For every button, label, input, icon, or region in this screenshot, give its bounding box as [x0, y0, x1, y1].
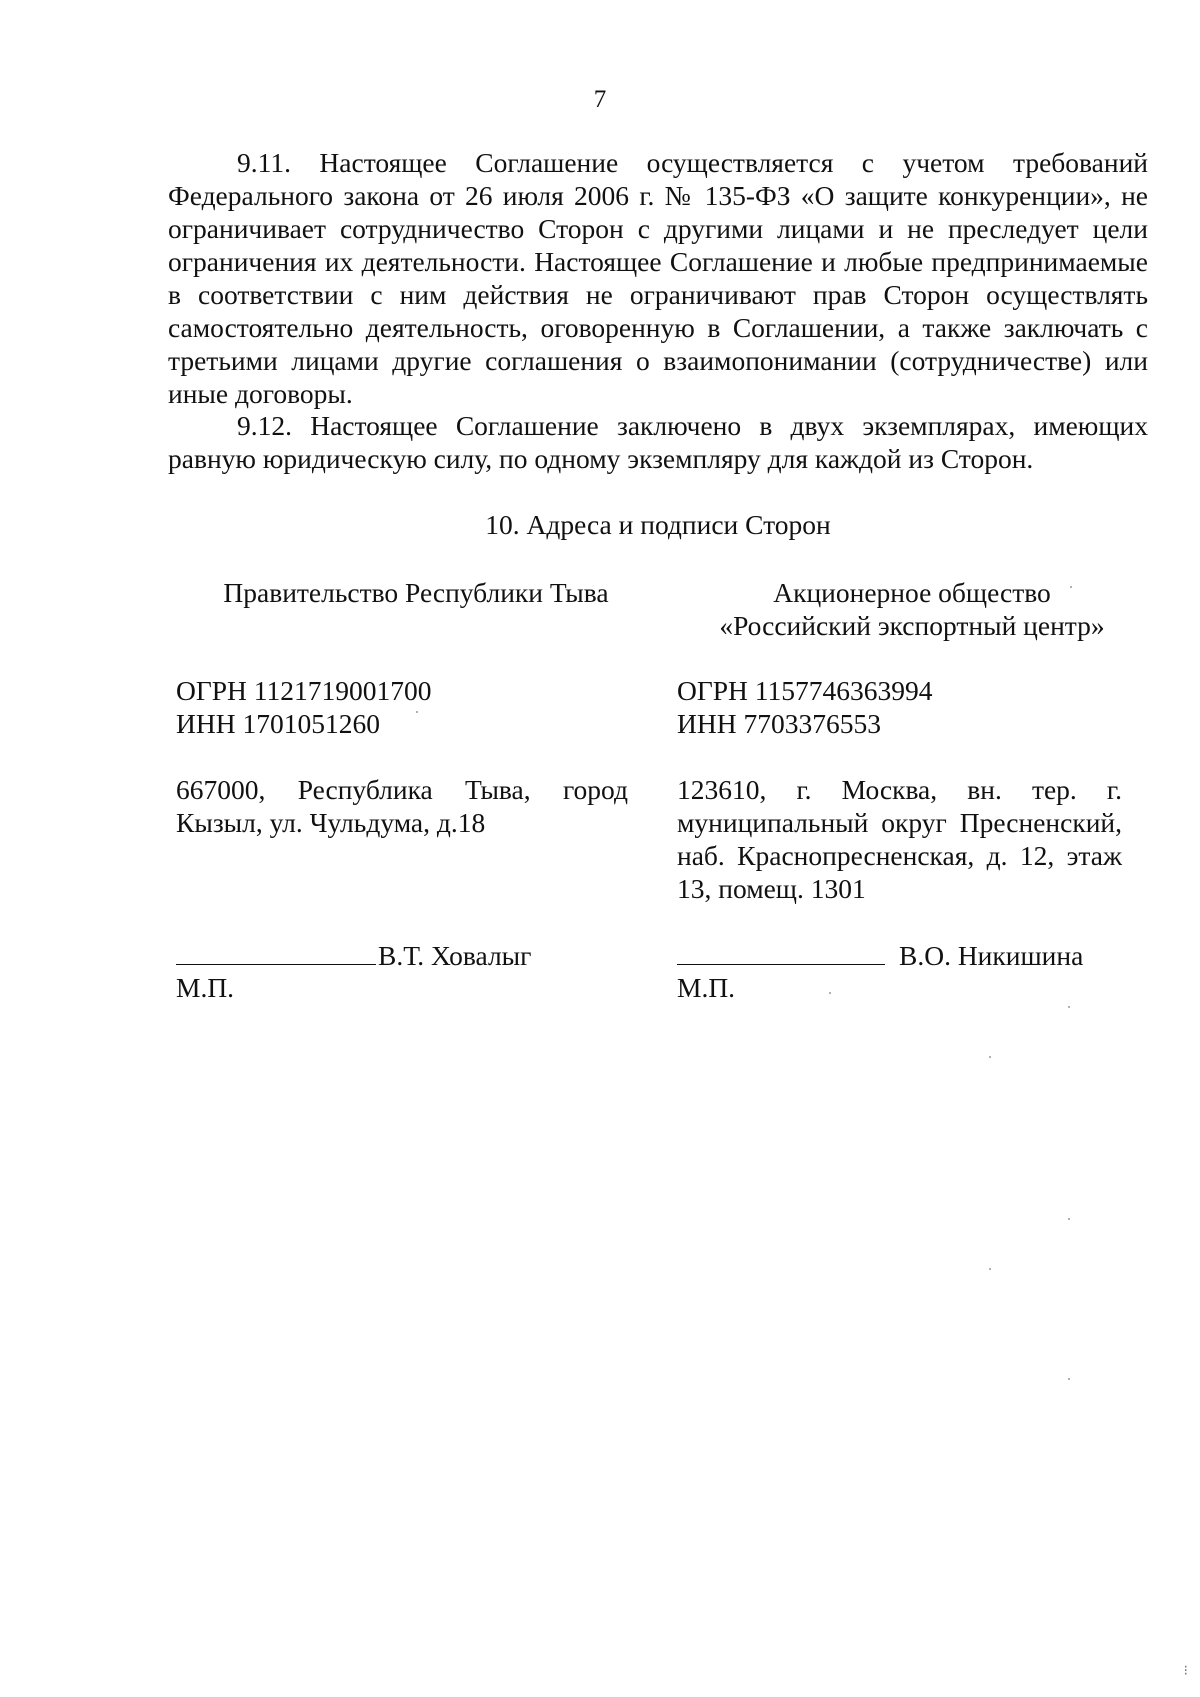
party-name-line: Акционерное общество: [773, 577, 1051, 608]
inn: ИНН 1701051260: [176, 708, 380, 739]
party-address: 667000, Республика Тыва, город Кызыл, ул. Чульдума, д.18: [176, 774, 628, 838]
paragraph-text: 9.11. Настоящее Соглашение осуществляется с учетом требований Федерального закона от 26 июля 2006 г. № 135-ФЗ «О защите конкуренции», не ограничивает сотрудничество Сторон с другими лицами и не преследует цели ограничения их деятельности. Настоящее Соглашение и любые предпринимаемые в соответствии с ним действия не ограничивают прав Сторон осуществлять самостоятельно деятельность, оговоренную в Соглашении, а также заключать с третьими лицами другие соглашения о взаимопонимании (сотрудничестве) или иные договоры.: [168, 147, 1148, 409]
scan-speck: [1068, 1218, 1070, 1220]
ogrn: ОГРН 1157746363994: [677, 675, 933, 706]
party-address: 123610, г. Москва, вн. тер. г. муниципальный округ Пресненский, наб. Краснопресненская, д. 12, этаж 13, помещ. 1301: [677, 774, 1122, 904]
signature-line: [677, 938, 885, 965]
corner-scan-mark: ⁝: [1183, 1663, 1188, 1679]
party-identifiers: [677, 674, 933, 740]
scan-speck: [1068, 1378, 1070, 1380]
stamp-place: М.П.: [677, 972, 736, 1003]
page-number: 7: [593, 86, 607, 113]
scan-speck: [989, 1056, 991, 1058]
inn: ИНН 7703376553: [677, 708, 881, 739]
party-identifiers: [176, 674, 432, 740]
party-name: [667, 576, 1157, 642]
signer-name: В.Т. Ховалыг: [378, 940, 532, 971]
paragraph-text: 9.12. Настоящее Соглашение заключено в двух экземплярах, имеющих равную юридическую силу, по одному экземпляру для каждой из Сторон.: [168, 410, 1148, 474]
paragraph-9-11: [168, 146, 1148, 410]
party-name-line: «Российский экспортный центр»: [719, 610, 1105, 641]
signature-line: [176, 938, 376, 965]
party-name: Правительство Республики Тыва: [223, 577, 609, 608]
section-heading: 10. Адреса и подписи Сторон: [485, 509, 831, 540]
scan-speck: [1068, 1006, 1070, 1008]
signature-row: [176, 938, 531, 972]
paragraph-9-12: [168, 409, 1148, 475]
signer-name: В.О. Никишина: [899, 940, 1084, 971]
scan-speck: [989, 1268, 991, 1270]
scan-speck: [829, 992, 831, 994]
ogrn: ОГРН 1121719001700: [176, 675, 432, 706]
scan-speck: [416, 711, 418, 713]
scan-speck: [1070, 586, 1072, 588]
stamp-place: М.П.: [176, 972, 235, 1003]
signature-row: [677, 938, 1083, 972]
